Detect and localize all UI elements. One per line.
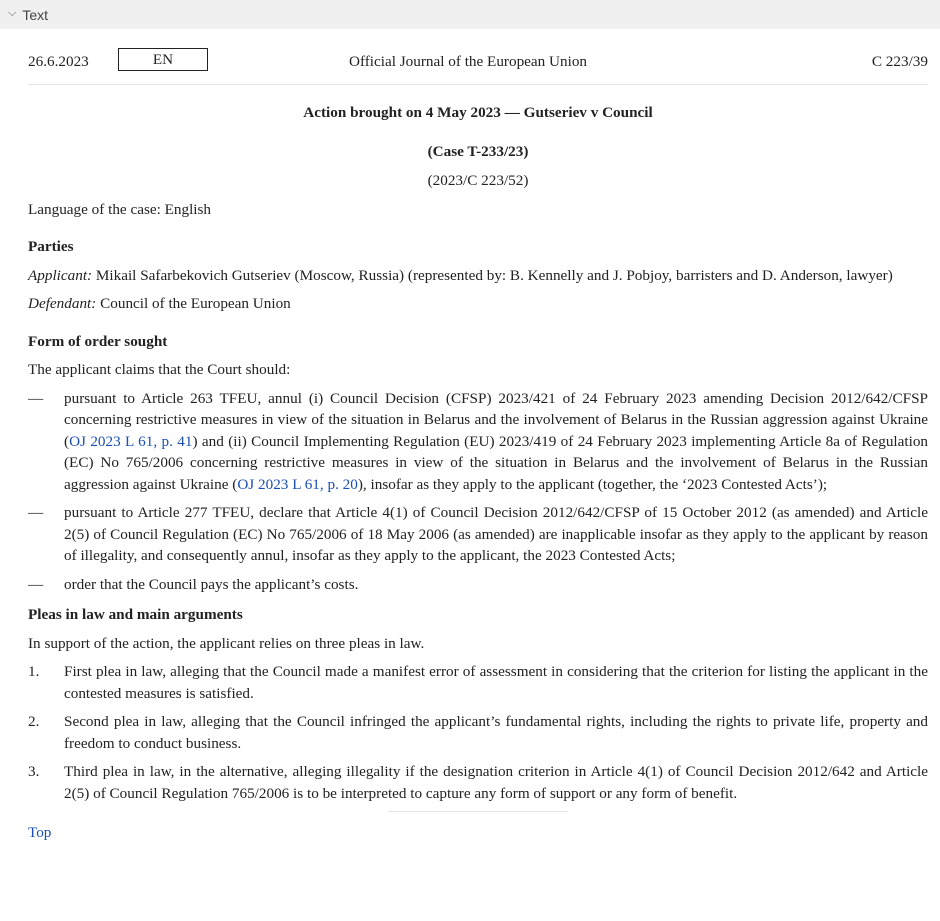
- text-section-toggle[interactable]: [0, 0, 940, 29]
- case-reference: (2023/C 223/52): [427, 172, 529, 189]
- list-item: [28, 388, 928, 496]
- defendant-paragraph: [28, 293, 928, 315]
- document-title: Action brought on 4 May 2023 — Gutseriev v Council: [303, 104, 653, 121]
- applicant-label: Applicant:: [28, 266, 93, 284]
- list-item: [28, 761, 928, 804]
- order-list: [28, 388, 928, 596]
- pleas-list: [28, 661, 928, 804]
- oj-link-p41[interactable]: OJ 2023 L 61, p. 41: [69, 432, 193, 450]
- pleas-intro: In support of the action, the applicant relies on three pleas in law.: [28, 634, 425, 652]
- list-dash: —: [28, 504, 44, 521]
- defendant-label: Defendant:: [28, 295, 97, 312]
- defendant-text: Council of the European Union: [96, 295, 291, 312]
- list-item-text: order that the Council pays the applicant’s costs.: [64, 575, 359, 593]
- list-dash: —: [28, 575, 44, 593]
- top-link[interactable]: Top: [28, 824, 52, 841]
- list-item-text: [64, 388, 928, 496]
- list-item: [28, 574, 928, 596]
- language-badge: EN: [118, 48, 208, 71]
- journal-name: Official Journal of the European Union: [349, 53, 588, 70]
- language-of-case: Language of the case: English: [28, 200, 212, 218]
- text-segment: ), insofar as they apply to the applicant (together, the ‘2023 Contested Acts’);: [357, 475, 828, 493]
- list-number: 1.: [28, 663, 40, 680]
- document-body: [0, 29, 940, 844]
- journal-reference: C 223/39: [871, 53, 928, 70]
- case-number: (Case T-233/23): [427, 142, 529, 160]
- journal-header: [28, 29, 928, 85]
- chevron-down-icon: ⌵: [8, 7, 17, 19]
- list-number: 2.: [28, 713, 40, 730]
- list-item: [28, 711, 928, 754]
- publication-date: 26.6.2023: [28, 53, 89, 70]
- text-segment: pursuant to Article 263 TFEU, annul (i) Council Decision (CFSP) 2023/421 of 24 February 2023 amending Decision 2012/642/CFSP concerning restrictive measures in view of the situation in Belarus and the involvement of Belarus in the Russian aggression against Ukraine (: [64, 389, 928, 450]
- list-item: [28, 502, 928, 567]
- text-segment: ) and (ii) Council Implementing Regulation (EU) 2023/419 of 24 February 2023 implementing Article 8a of Regulation (EC) No 765/2006 concerning restrictive measures in view of the situation in Belarus and the involvement of Belarus in the Russian aggression against Ukraine (: [64, 432, 929, 493]
- list-item-text: First plea in law, alleging that the Council made a manifest error of assessment in considering that the criterion for listing the applicant in the contested measures is satisfied.: [64, 663, 928, 702]
- order-intro: The applicant claims that the Court should:: [28, 361, 291, 378]
- list-item-text: Third plea in law, in the alternative, alleging illegality if the designation criterion in Article 4(1) of Council Decision 2012/642 and Article 2(5) of Council Regulation 765/2006 is to be interpreted to capture any form of support or any form of benefit.: [64, 763, 928, 802]
- applicant-text: Mikail Safarbekovich Gutseriev (Moscow, Russia) (represented by: B. Kennelly and J. Pobjoy, barristers and D. Anderson, lawyer): [92, 266, 893, 284]
- divider: [388, 811, 568, 812]
- list-dash: —: [28, 389, 44, 407]
- oj-link-p20[interactable]: OJ 2023 L 61, p. 20: [237, 475, 358, 493]
- list-item-text: Second plea in law, alleging that the Council infringed the applicant’s fundamental rights, including the rights to private life, property and freedom to conduct business.: [64, 713, 928, 752]
- applicant-paragraph: [28, 265, 928, 287]
- parties-heading: Parties: [28, 238, 74, 255]
- list-item-text: pursuant to Article 277 TFEU, declare that Article 4(1) of Council Decision 2012/642/CFSP of 15 October 2012 (as amended) and Article 2(5) of Council Regulation (EC) No 765/2006 of 18 May 2006 (as amended) are inapplicable insofar as they apply to the applicant by reason of illegality, and consequently annul, insofar as they apply to the applicant, the 2023 Contested Acts;: [64, 504, 928, 564]
- order-heading: Form of order sought: [28, 332, 168, 350]
- pleas-heading: Pleas in law and main arguments: [28, 606, 243, 623]
- list-item: [28, 661, 928, 704]
- list-number: 3.: [28, 763, 40, 780]
- text-section-label: Text: [22, 6, 49, 23]
